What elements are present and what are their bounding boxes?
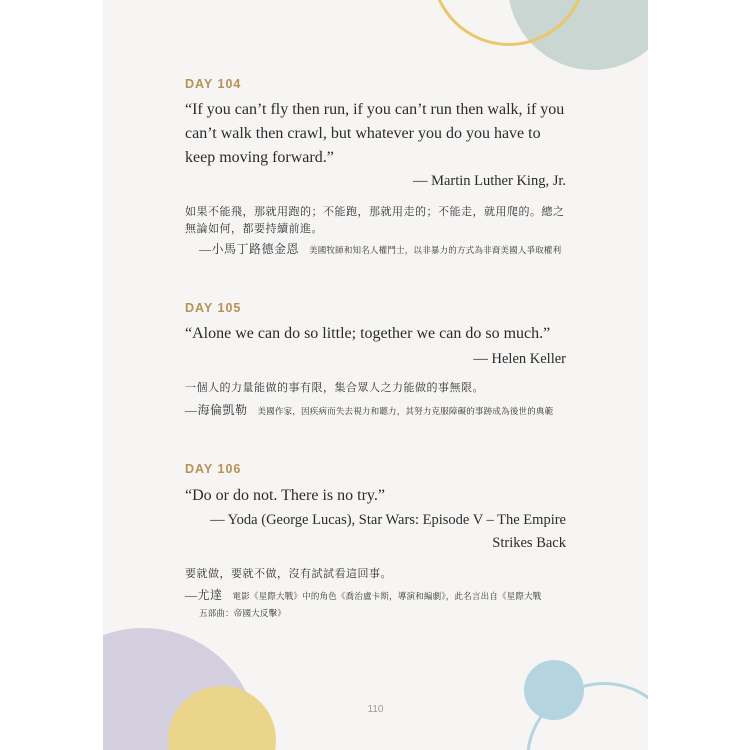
day-label: DAY 105	[185, 301, 242, 315]
quote-text: “Do or do not. There is no try.”	[185, 487, 385, 504]
day-label: DAY 106	[185, 462, 242, 476]
chinese-author-name: —尤達	[185, 588, 223, 602]
quote-text: “If you can’t fly then run, if you can’t run then walk, if you can’t walk then crawl, but whatever you do you have to keep moving forward.”	[185, 101, 565, 166]
page-number: 110	[367, 704, 384, 715]
chinese-author-note: 美國作家，因疾病而失去視力和聽力，其努力克服障礙的事跡成為後世的典範	[257, 406, 554, 416]
quote-author: — Helen Keller	[473, 351, 566, 367]
chinese-translation: 一個人的力量能做的事有限，集合眾人之力能做的事無限。	[185, 382, 484, 394]
chinese-translation: 要就做，要就不做，沒有試試看這回事。	[185, 568, 392, 580]
quote-author: — Martin Luther King, Jr.	[412, 173, 566, 189]
chinese-author-line	[185, 241, 570, 259]
chinese-translation: 如果不能飛，那就用跑的；不能跑，那就用走的；不能走，就用爬的。總之無論如何，都要持續前進。	[185, 206, 565, 235]
chinese-author-name: —小馬丁路德金恩	[199, 242, 300, 256]
chinese-author-line	[185, 402, 570, 420]
chinese-author-name: —海倫凱勒	[185, 403, 248, 417]
book-page	[103, 0, 648, 750]
chinese-author-note: 美國牧師和知名人權鬥士，以非暴力的方式為非裔美國人爭取權利	[309, 245, 562, 255]
chinese-author-line	[185, 587, 570, 622]
day-label: DAY 104	[185, 77, 242, 91]
quote-author: — Yoda (George Lucas), Star Wars: Episode V – The Empire Strikes Back	[210, 512, 566, 551]
quote-text: “Alone we can do so little; together we can do so much.”	[185, 325, 551, 342]
chinese-author-note-continued: 五部曲：帝國大反擊》	[199, 608, 287, 618]
chinese-author-note: 電影《星際大戰》中的角色《喬治盧卡斯，導演和編劇》，此名言出自《星際大戰	[232, 591, 542, 601]
